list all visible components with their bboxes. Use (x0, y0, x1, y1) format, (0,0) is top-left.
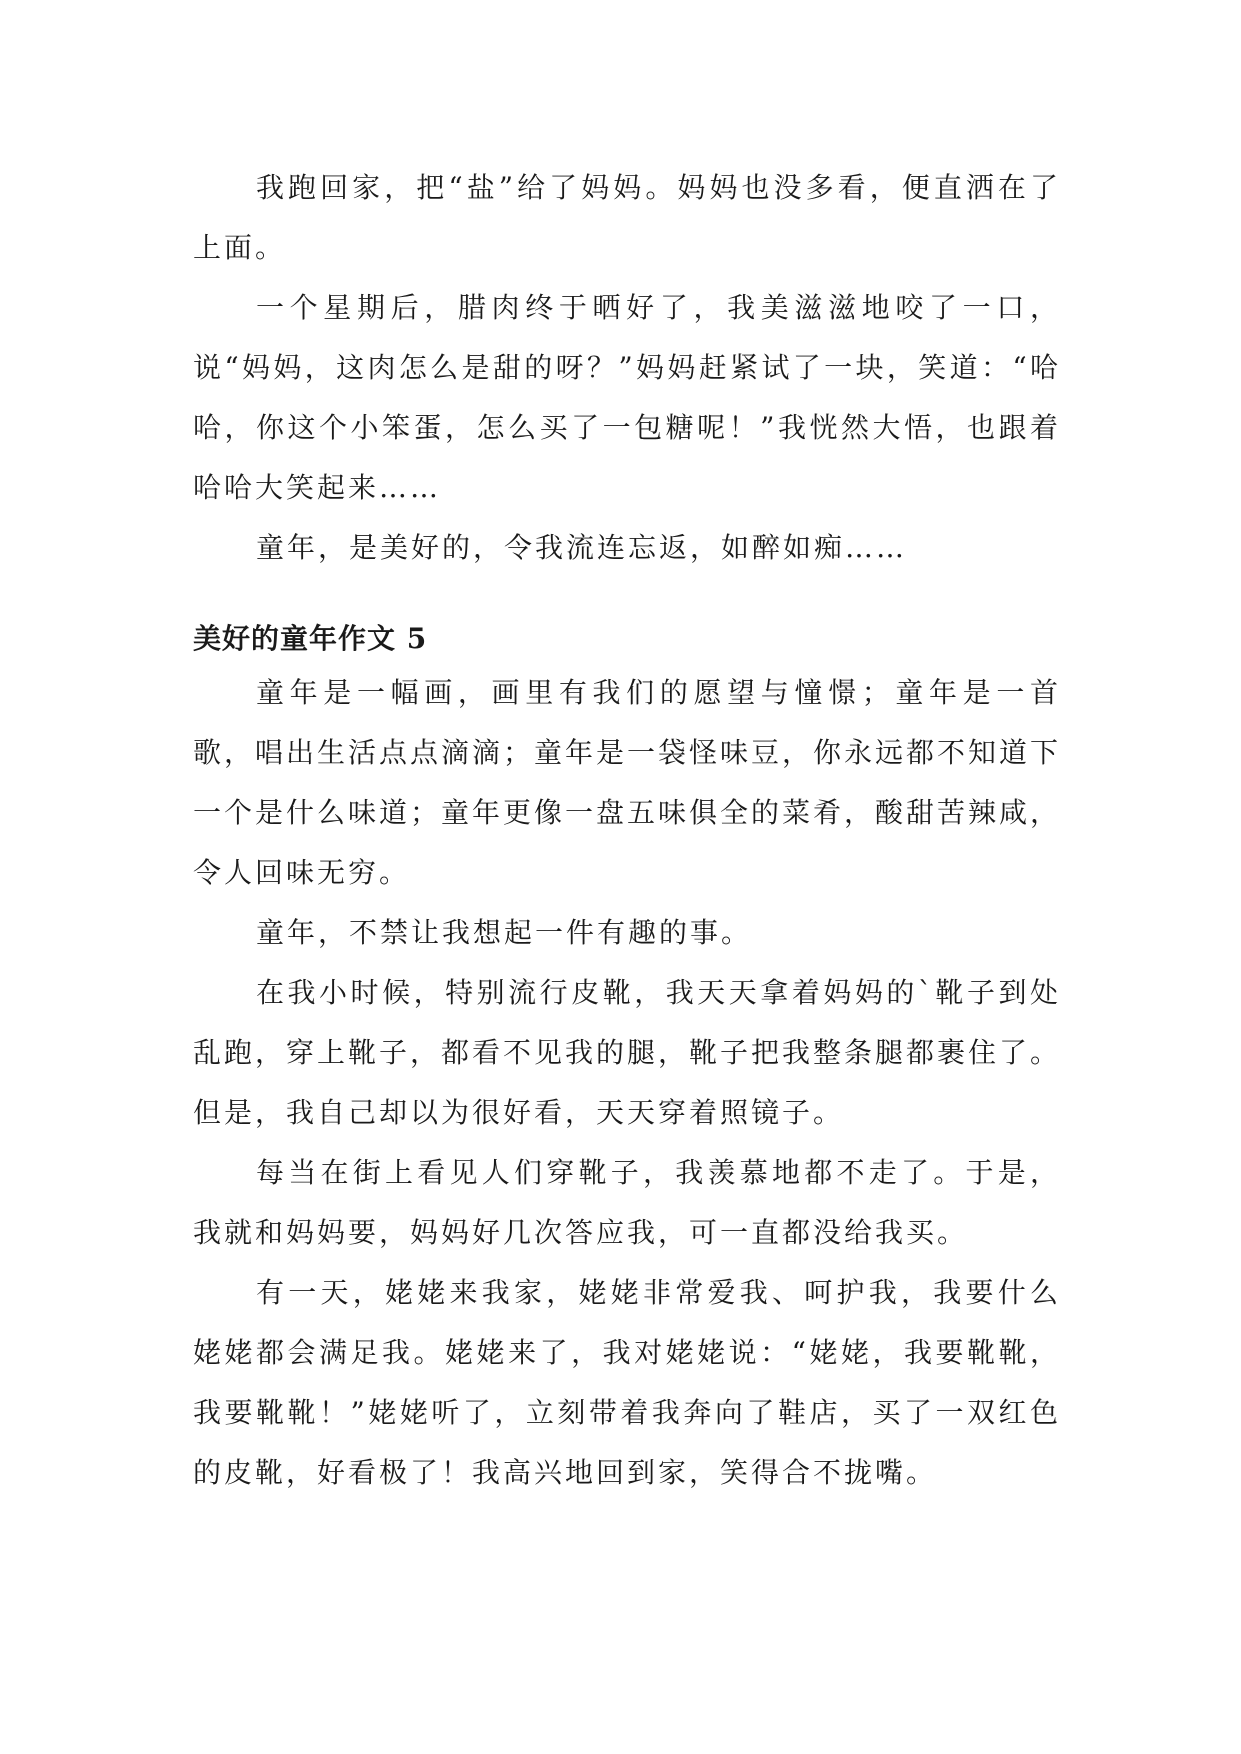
paragraph: 童年，是美好的，令我流连忘返，如醉如痴…… (256, 531, 908, 564)
paragraph: 有一天，姥姥来我家，姥姥非常爱我、呵护我，我要什么姥姥都会满足我。姥姥来了，我对姥姥说：“姥姥，我要靴靴，我要靴靴！”姥姥听了，立刻带着我奔向了鞋店，买了一双红色的皮靴，好看极了！我高兴地回到家，笑得合不拢嘴。 (193, 1276, 1061, 1489)
essay-5 (193, 615, 1061, 1503)
paragraph: 在我小时候，特别流行皮靴，我天天拿着妈妈的`靴子到处乱跑，穿上靴子，都看不见我的腿，靴子把我整条腿都裹住了。但是，我自己却以为很好看，天天穿着照镜子。 (193, 976, 1062, 1129)
paragraph: 我跑回家，把“盐”给了妈妈。妈妈也没多看，便直洒在了上面。 (193, 171, 1061, 264)
paragraph: 一个星期后，腊肉终于晒好了，我美滋滋地咬了一口，说“妈妈，这肉怎么是甜的呀？”妈妈赶紧试了一块，笑道：“哈哈，你这个小笨蛋，怎么买了一包糖呢！”我恍然大悟，也跟着哈哈大笑起来…… (193, 291, 1061, 504)
paragraph: 童年是一幅画，画里有我们的愿望与憧憬；童年是一首歌，唱出生活点点滴滴；童年是一袋怪味豆，你永远都不知道下一个是什么味道；童年更像一盘五味俱全的菜肴，酸甜苦辣咸，令人回味无穷。 (193, 676, 1062, 889)
story-continuation (193, 158, 1061, 578)
paragraph: 童年，不禁让我想起一件有趣的事。 (256, 916, 753, 949)
essay-title: 美好的童年作文 5 (193, 622, 428, 655)
paragraph: 每当在街上看见人们穿靴子，我羡慕地都不走了。于是，我就和妈妈要，妈妈好几次答应我，可一直都没给我买。 (193, 1156, 1061, 1249)
